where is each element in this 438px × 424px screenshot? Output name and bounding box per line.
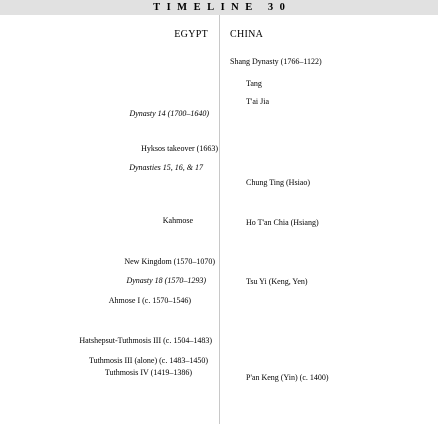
egypt-hyksos-takeover: Hyksos takeover (1663) <box>141 144 218 153</box>
china-ho-tan-chia: Ho T'an Chia (Hsiang) <box>246 218 319 227</box>
egypt-kahmose: Kahmose <box>162 216 193 225</box>
china-tang: Tang <box>246 79 262 88</box>
egypt-hatshepsut-tuthmosis-iii: Hatshepsut-Tuthmosis III (c. 1504–1483) <box>79 336 212 345</box>
china-tsu-yi: Tsu Yi (Keng, Yen) <box>246 277 308 286</box>
egypt-new-kingdom: New Kingdom (1570–1070) <box>124 257 215 266</box>
timeline-title: TIMELINE 30 <box>153 2 292 13</box>
column-divider <box>219 15 220 424</box>
egypt-dynasty-18: Dynasty 18 (1570–1293) <box>126 276 206 285</box>
egypt-dynasty-14: Dynasty 14 (1700–1640) <box>129 109 209 118</box>
china-chung-ting: Chung Ting (Hsiao) <box>246 178 311 187</box>
china-shang-dynasty: Shang Dynasty (1766–1122) <box>230 57 322 66</box>
egypt-column-header: EGYPT <box>174 29 208 40</box>
egypt-tuthmosis-iv: Tuthmosis IV (1419–1386) <box>104 368 192 377</box>
egypt-dynasties-15-16-17: Dynasties 15, 16, & 17 <box>129 163 203 172</box>
egypt-ahmose-i: Ahmose I (c. 1570–1546) <box>108 296 191 305</box>
china-tai-jia: T'ai Jia <box>246 97 269 106</box>
china-pan-keng: P'an Keng (Yin) (c. 1400) <box>246 373 329 382</box>
egypt-tuthmosis-iii-alone: Tuthmosis III (alone) (c. 1483–1450) <box>88 356 208 365</box>
china-column-header: CHINA <box>230 29 264 40</box>
